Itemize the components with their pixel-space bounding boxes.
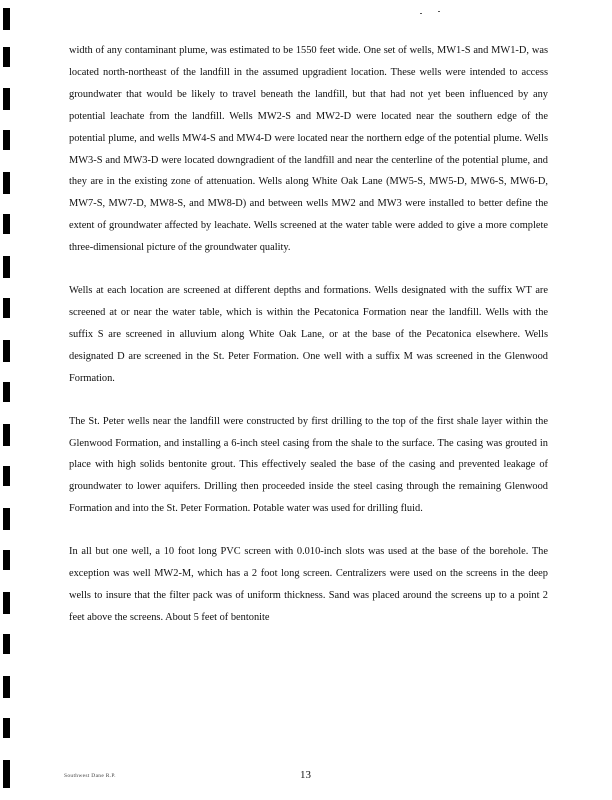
document-body <box>69 40 548 650</box>
binder-holes <box>3 0 15 800</box>
scan-speck <box>420 13 422 14</box>
paragraph-st-peter-construction: The St. Peter wells near the landfill were constructed by first drilling to the top of the first shale layer within the Glenwood Formation, and installing a 6-inch steel casing from the shale to the surface. The casing was grouted in place with high solids bentonite grout. This effectively sealed the base of the casing and prevented leakage of groundwater to lower aquifers. Drilling then proceeded inside the steel casing through the remaining Glenwood Formation and into the St. Peter Formation. Potable water was used for drilling fluid. <box>69 415 548 515</box>
scan-speck <box>438 11 440 12</box>
paragraph-well-locations: width of any contaminant plume, was estimated to be 1550 feet wide. One set of wells, MW1-S and MW1-D, was located north-northeast of the landfill in the assumed upgradient location. These wells were intended to access groundwater that would be likely to travel beneath the landfill, but that had not yet been influenced by any potential leachate from the landfill. Wells MW2-S and MW2-D were located near the southern edge of the potential plume, and wells MW4-S and MW4-D were located near the northern edge of the potential plume. Wells MW3-S and MW3-D were located downgradient of the landfill and near the centerline of the potential plume, and they are in the existing zone of attenuation. Wells along White Oak Lane (MW5-S, MW5-D, MW6-S, MW6-D, MW7-S, MW7-D, MW8-S, and MW8-D) and between wells MW2 and MW3 were installed to better define the extent of groundwater affected by leachate. Wells screened at the water table were added to give a more complete three-dimensional picture of the groundwater quality. <box>69 45 548 254</box>
footer-document-id: Southwest Dane R.P. <box>64 773 116 779</box>
page-number: 13 <box>300 769 311 781</box>
paragraph-pvc-screens: In all but one well, a 10 foot long PVC screen with 0.010-inch slots was used at the base of the borehole. The exception was well MW2-M, which has a 2 foot long screen. Centralizers were used on the screens in the deep wells to insure that the filter pack was of uniform thickness. Sand was placed around the screens up to a point 2 feet above the screens. About 5 feet of bentonite <box>69 546 548 623</box>
paragraph-well-screening: Wells at each location are screened at different depths and formations. Wells designated with the suffix WT are screened at or near the water table, which is within the Pecatonica Formation near the landfill. Wells with the suffix S are screened in alluvium along White Oak Lane, or at the base of the Pecatonica elsewhere. Wells designated D are screened in the St. Peter Formation. One well with a suffix M was screened in the Glenwood Formation. <box>69 285 548 384</box>
